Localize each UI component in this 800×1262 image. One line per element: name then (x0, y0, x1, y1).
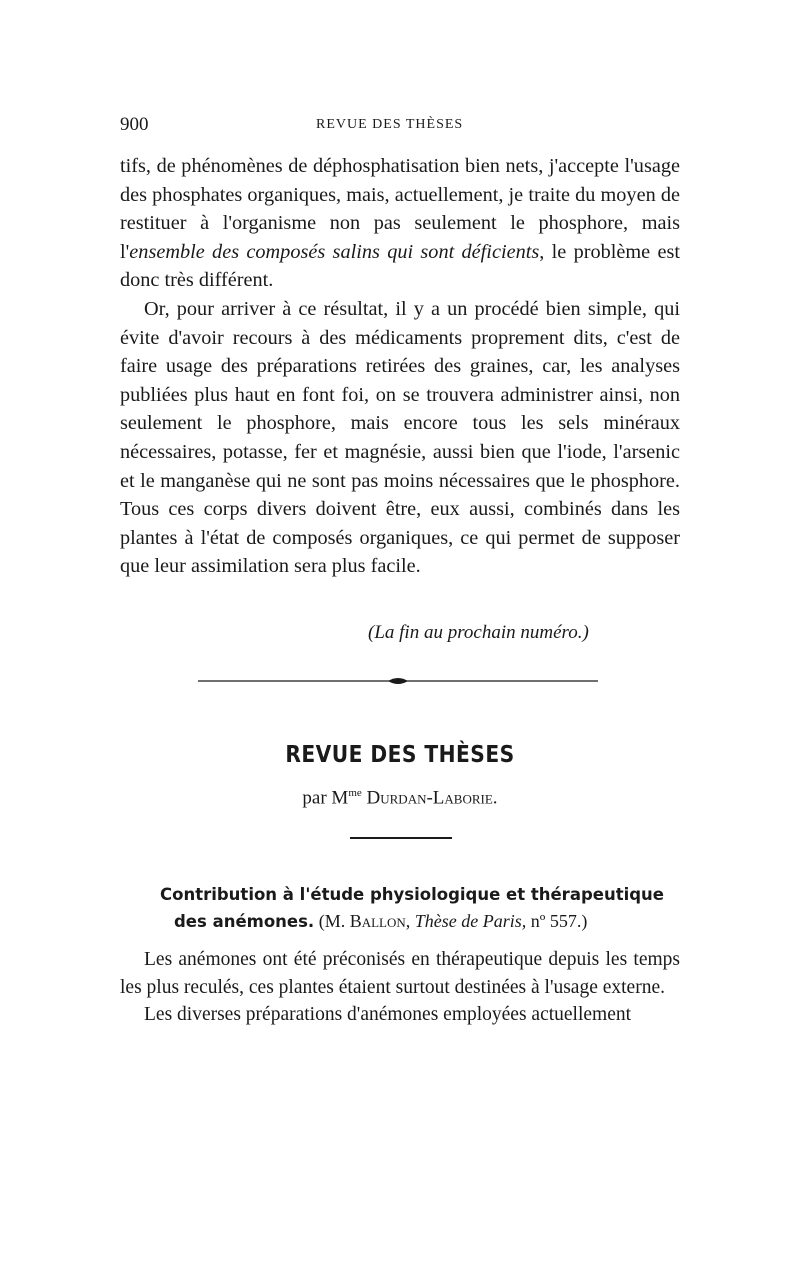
article-continuation (120, 152, 680, 581)
thesis-author: (M. Ballon, (318, 911, 411, 931)
paragraph: tifs, de phénomènes de déphosphatisation bien nets, j'accepte l'usage des phosphates organiques, mais, actuellement, je traite du moyen de restituer à l'organisme non pas seulement le phosphore, mais l'ensemble des composés salins qui sont déficients, le problème est donc très différent. (120, 155, 680, 292)
running-title: REVUE DES THÈSES (316, 117, 464, 132)
page-header (120, 114, 680, 138)
thesis-source: Thèse de Paris, (414, 911, 527, 931)
thesis-title-line: Contribution à l'étude physiologique et thérapeutique (160, 885, 664, 904)
thesis-title-line: des anémones. (M. Ballon, Thèse de Paris, nº 557.) (174, 911, 588, 931)
author-name: Durdan-Laborie. (366, 787, 498, 809)
paragraph: Les diverses préparations d'anémones employées actuellement (144, 1004, 632, 1025)
section-title: REVUE DES THÈSES (285, 742, 515, 768)
paragraph: Or, pour arriver à ce résultat, il y a un procédé bien simple, qui évite d'avoir recours à des médicaments proprement dits, c'est de faire usage des préparations retirées des graines, car, les analyses publiées plus haut en font foi, on se trouvera administrer ainsi, non seulement le phosphore, mais encore tous les sels minéraux nécessaires, potasse, fer et magnésie, aussi bien que l'iode, l'arsenic et le manganèse qui ne sont pas moins nécessaires que le phosphore. Tous ces corps divers doivent être, eux aussi, combinés dans les plantes à l'état de composés organiques, ce qui permet de supposer que leur assimilation sera plus facile. (120, 297, 680, 578)
continuation-note: (La fin au prochain numéro.) (368, 622, 589, 643)
thesis-number: nº 557.) (530, 911, 588, 931)
ornamental-rule (198, 674, 598, 688)
divider (350, 837, 452, 839)
byline: par $M^{me}$ Durdan-Laborie. (302, 787, 498, 809)
thesis-summary (120, 946, 680, 1029)
thesis-heading (160, 882, 680, 935)
emphasis-text: ensemble des composés salins qui sont déficients (129, 240, 540, 263)
page-number: 900 (120, 114, 149, 135)
paragraph: Les anémones ont été préconisés en thérapeutique depuis les temps les plus reculés, ces plantes étaient surtout destinées à l'usage externe. (120, 949, 680, 998)
